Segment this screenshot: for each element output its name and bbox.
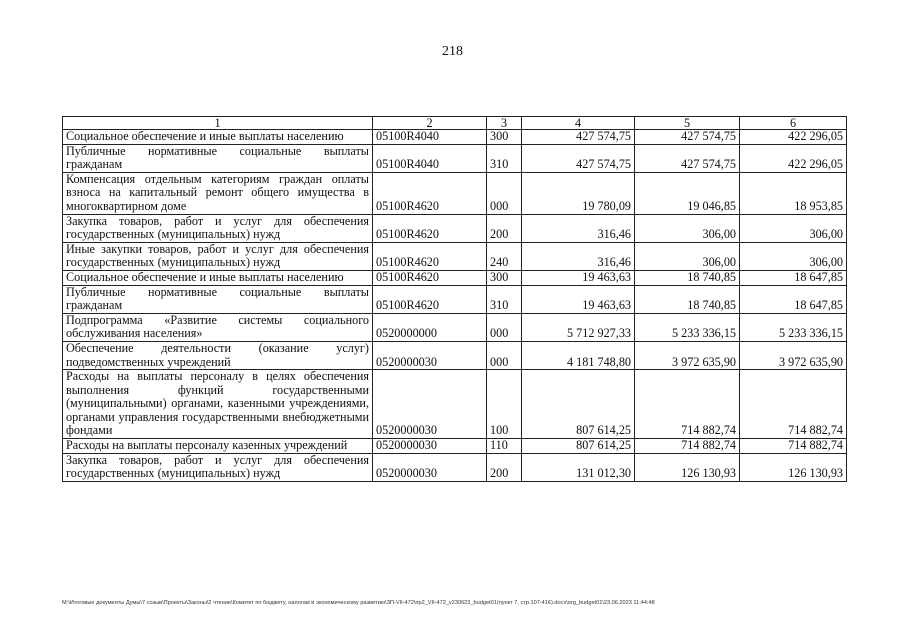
row-value-col6-cell: 714 882,74 — [740, 439, 847, 454]
row-value-col4-cell: 316,46 — [522, 242, 635, 270]
row-type-cell: 100 — [487, 370, 522, 439]
row-name-cell: Компенсация отдельным категориям граждан оплаты взноса на капитальный ремонт общего имущества в многоквартирном доме — [63, 172, 373, 214]
row-name-cell: Расходы на выплаты персоналу казенных учреждений — [63, 439, 373, 454]
row-code-cell: 05100R4620 — [373, 172, 487, 214]
table-header-row — [63, 117, 847, 130]
row-type-cell: 240 — [487, 242, 522, 270]
row-type-cell: 300 — [487, 130, 522, 145]
row-value-col6-cell: 306,00 — [740, 242, 847, 270]
table-row — [63, 270, 847, 285]
document-path-footer: M:\Итоговые документы Думы\7 созыв\Проекты\Законы\2 чтение\Комитет по бюджету, налогам и экономическому развитию\ЗП-VII-472\пр2_VII-472_v230623_budget01(пункт 7, стр.107-416).docx\org_budget01\23.06.2023 11:44:48 — [62, 600, 655, 606]
table-row — [63, 172, 847, 214]
row-value-col6-cell: 422 296,05 — [740, 130, 847, 145]
row-name-cell: Подпрограмма «Развитие системы социального обслуживания населения» — [63, 313, 373, 341]
row-value-col5-cell: 306,00 — [635, 242, 740, 270]
row-value-col4-cell: 316,46 — [522, 214, 635, 242]
table-row — [63, 439, 847, 454]
row-value-col4-cell: 427 574,75 — [522, 144, 635, 172]
row-name-cell: Закупка товаров, работ и услуг для обеспечения государственных (муниципальных) нужд — [63, 453, 373, 481]
column-header: 1 — [63, 117, 373, 130]
table-row — [63, 214, 847, 242]
column-header: 4 — [522, 117, 635, 130]
row-code-cell: 05100R4040 — [373, 144, 487, 172]
row-value-col6-cell: 18 953,85 — [740, 172, 847, 214]
row-value-col5-cell: 18 740,85 — [635, 285, 740, 313]
row-name-cell: Закупка товаров, работ и услуг для обеспечения государственных (муниципальных) нужд — [63, 214, 373, 242]
row-value-col6-cell: 3 972 635,90 — [740, 341, 847, 369]
row-value-col5-cell: 427 574,75 — [635, 144, 740, 172]
column-header: 2 — [373, 117, 487, 130]
row-value-col4-cell: 4 181 748,80 — [522, 341, 635, 369]
row-type-cell: 200 — [487, 214, 522, 242]
row-value-col5-cell: 714 882,74 — [635, 370, 740, 439]
row-value-col4-cell: 19 463,63 — [522, 285, 635, 313]
table-row — [63, 313, 847, 341]
row-type-cell: 200 — [487, 453, 522, 481]
row-name-cell: Иные закупки товаров, работ и услуг для обеспечения государственных (муниципальных) нужд — [63, 242, 373, 270]
row-value-col4-cell: 807 614,25 — [522, 439, 635, 454]
row-type-cell: 000 — [487, 172, 522, 214]
column-header: 3 — [487, 117, 522, 130]
row-name-cell: Обеспечение деятельности (оказание услуг) подведомственных учреждений — [63, 341, 373, 369]
column-header: 5 — [635, 117, 740, 130]
table-row — [63, 341, 847, 369]
row-code-cell: 05100R4620 — [373, 270, 487, 285]
row-name-cell: Расходы на выплаты персоналу в целях обеспечения выполнения функций государственными (муниципальными) органами, казенными учреждениями, органами управления государственными внебюджетными фондами — [63, 370, 373, 439]
row-type-cell: 300 — [487, 270, 522, 285]
row-value-col6-cell: 306,00 — [740, 214, 847, 242]
row-code-cell: 05100R4040 — [373, 130, 487, 145]
row-name-cell: Публичные нормативные социальные выплаты гражданам — [63, 285, 373, 313]
page-number: 218 — [442, 44, 463, 59]
row-type-cell: 310 — [487, 144, 522, 172]
row-value-col4-cell: 5 712 927,33 — [522, 313, 635, 341]
row-type-cell: 000 — [487, 341, 522, 369]
row-code-cell: 0520000030 — [373, 439, 487, 454]
table-row — [63, 370, 847, 439]
row-code-cell: 0520000030 — [373, 370, 487, 439]
row-code-cell: 05100R4620 — [373, 285, 487, 313]
row-value-col6-cell: 714 882,74 — [740, 370, 847, 439]
row-type-cell: 310 — [487, 285, 522, 313]
row-value-col4-cell: 427 574,75 — [522, 130, 635, 145]
row-value-col6-cell: 126 130,93 — [740, 453, 847, 481]
row-value-col5-cell: 18 740,85 — [635, 270, 740, 285]
row-name-cell: Публичные нормативные социальные выплаты гражданам — [63, 144, 373, 172]
table-row — [63, 285, 847, 313]
row-type-cell: 000 — [487, 313, 522, 341]
row-code-cell: 0520000030 — [373, 341, 487, 369]
row-value-col5-cell: 427 574,75 — [635, 130, 740, 145]
row-code-cell: 0520000000 — [373, 313, 487, 341]
row-value-col4-cell: 807 614,25 — [522, 370, 635, 439]
column-header: 6 — [740, 117, 847, 130]
row-value-col5-cell: 714 882,74 — [635, 439, 740, 454]
row-type-cell: 110 — [487, 439, 522, 454]
budget-table — [62, 116, 847, 482]
row-value-col6-cell: 18 647,85 — [740, 285, 847, 313]
row-value-col6-cell: 5 233 336,15 — [740, 313, 847, 341]
row-value-col4-cell: 19 780,09 — [522, 172, 635, 214]
row-value-col4-cell: 131 012,30 — [522, 453, 635, 481]
table-row — [63, 453, 847, 481]
table-row — [63, 242, 847, 270]
row-code-cell: 05100R4620 — [373, 242, 487, 270]
row-value-col4-cell: 19 463,63 — [522, 270, 635, 285]
row-value-col5-cell: 306,00 — [635, 214, 740, 242]
row-code-cell: 05100R4620 — [373, 214, 487, 242]
row-name-cell: Социальное обеспечение и иные выплаты населению — [63, 270, 373, 285]
row-value-col6-cell: 18 647,85 — [740, 270, 847, 285]
table-row — [63, 130, 847, 145]
table-row — [63, 144, 847, 172]
row-code-cell: 0520000030 — [373, 453, 487, 481]
row-name-cell: Социальное обеспечение и иные выплаты населению — [63, 130, 373, 145]
row-value-col5-cell: 126 130,93 — [635, 453, 740, 481]
row-value-col6-cell: 422 296,05 — [740, 144, 847, 172]
row-value-col5-cell: 19 046,85 — [635, 172, 740, 214]
row-value-col5-cell: 3 972 635,90 — [635, 341, 740, 369]
row-value-col5-cell: 5 233 336,15 — [635, 313, 740, 341]
